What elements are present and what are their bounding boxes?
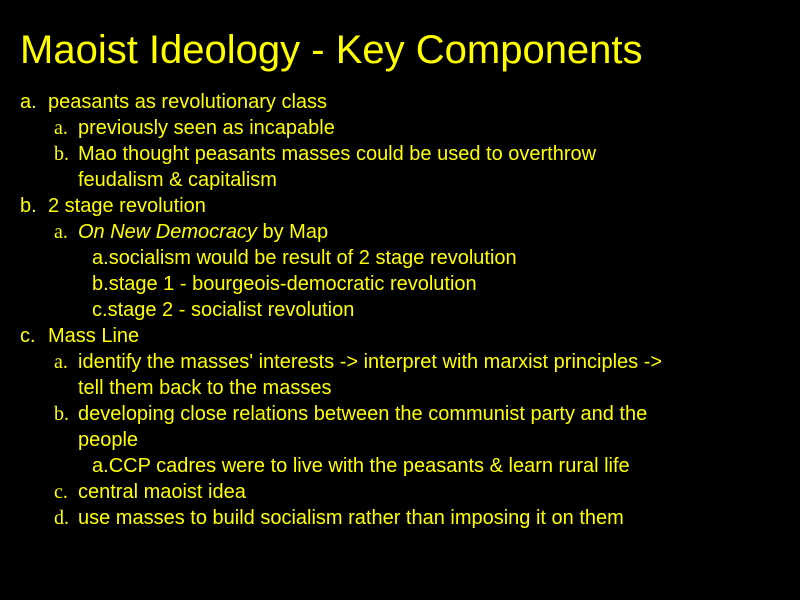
list-item-text-continued: feudalism & capitalism (78, 169, 277, 191)
list-item-text: central maoist idea (78, 481, 246, 503)
list-item-level3 (20, 245, 790, 271)
list-item-level3 (20, 297, 790, 323)
list-marker: d. (54, 507, 69, 529)
slide-content (20, 89, 790, 531)
list-item-text: stage 2 - socialist revolution (107, 299, 355, 321)
list-item-level2 (20, 115, 790, 141)
list-item-text: by Map (256, 221, 329, 243)
list-marker: a. (54, 221, 68, 243)
list-item-level3 (20, 453, 790, 479)
list-item-level1 (20, 323, 790, 349)
list-marker: a. (54, 351, 68, 373)
list-marker: b. (54, 403, 69, 425)
list-item-level2 (20, 479, 790, 505)
list-item-level2 (20, 219, 790, 245)
list-item-text-continued: people (78, 429, 139, 451)
list-item-level2 (20, 505, 790, 531)
list-item-text: identify the masses' interests -> interpret with marxist principles -> (78, 351, 663, 373)
list-item-level2 (20, 349, 790, 401)
list-marker: c. (92, 299, 108, 321)
list-item-text: 2 stage revolution (48, 195, 206, 217)
slide-title: Maoist Ideology - Key Components (20, 28, 643, 72)
list-marker: a. (92, 455, 109, 477)
list-item-text: previously seen as incapable (78, 117, 335, 139)
list-item-text: developing close relations between the communist party and the (78, 403, 648, 425)
list-item-level3 (20, 271, 790, 297)
list-marker: b. (20, 195, 37, 217)
list-marker: a. (20, 91, 37, 113)
list-item-text: Mass Line (48, 325, 140, 347)
list-marker: a. (92, 247, 109, 269)
list-marker: a. (54, 117, 68, 139)
list-item-level2 (20, 401, 790, 453)
list-marker: b. (92, 273, 109, 295)
list-marker: c. (54, 481, 68, 503)
list-marker: b. (54, 143, 69, 165)
list-item-text: use masses to build socialism rather than imposing it on them (78, 507, 624, 529)
list-item-level1 (20, 193, 790, 219)
list-item-level1 (20, 89, 790, 115)
list-marker: c. (20, 325, 36, 347)
list-item-text: socialism would be result of 2 stage revolution (108, 247, 517, 269)
list-item-level2 (20, 141, 790, 193)
list-item-text: peasants as revolutionary class (48, 91, 328, 113)
book-title-text: On New Democracy (78, 221, 257, 243)
list-item-text: Mao thought peasants masses could be used to overthrow (78, 143, 597, 165)
list-item-text-continued: tell them back to the masses (78, 377, 332, 399)
list-item-text: stage 1 - bourgeois-democratic revolution (108, 273, 477, 295)
list-item-text: CCP cadres were to live with the peasants & learn rural life (108, 455, 630, 477)
